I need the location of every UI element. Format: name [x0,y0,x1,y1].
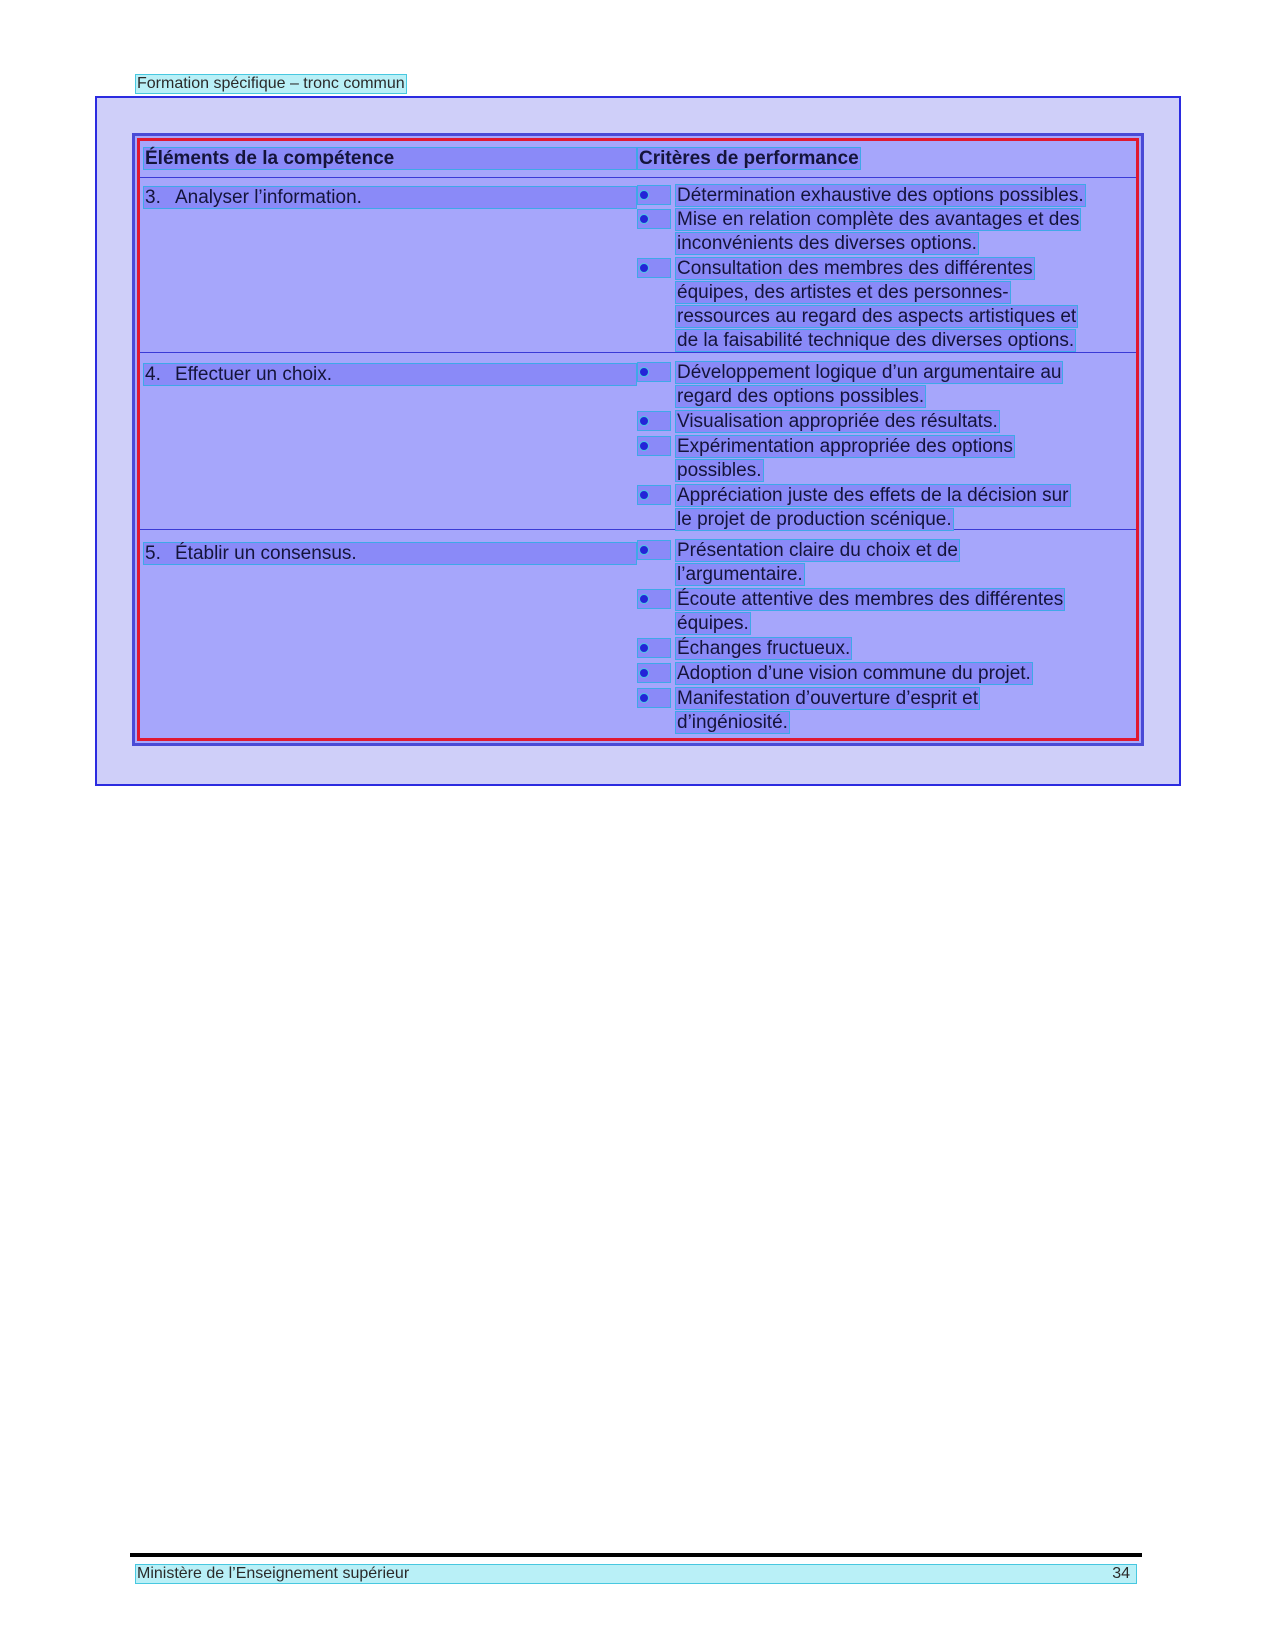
element-item [143,186,637,209]
element-text: Effectuer un choix. [175,364,333,385]
page-footer [135,1564,1137,1584]
criterion-line: Visualisation appropriée des résultats. [677,411,998,432]
criterion-line: inconvénients des diverses options. [677,233,977,254]
bullet-icon [639,594,649,604]
footer-ministry: Ministère de l’Enseignement supérieur [137,1565,410,1582]
criterion-line: équipes. [677,613,749,634]
element-item [143,542,637,565]
row-separator [140,352,1136,353]
bullet-icon [639,214,649,224]
criterion-line: Manifestation d’ouverture d’esprit et [677,688,978,709]
element-text: Établir un consensus. [175,543,357,564]
bullet-icon [639,263,649,273]
element-number: 5. [145,543,161,564]
criterion-line: Présentation claire du choix et de [677,540,958,561]
criterion-line: Mise en relation complète des avantages et des [677,209,1080,230]
criterion-line: Appréciation juste des effets de la décision sur [677,485,1069,506]
bullet-icon [639,643,649,653]
criterion-line: possibles. [677,460,762,481]
page-number: 34 [1112,1565,1130,1582]
criterion-line: équipes, des artistes et des personnes- [677,282,1009,303]
bullet-icon [639,693,649,703]
criterion-line: Développement logique d’un argumentaire au [677,362,1062,383]
bullet-icon [639,668,649,678]
criterion-line: de la faisabilité technique des diverses options. [677,330,1075,351]
column-header-criteria: Critères de performance [639,148,859,169]
element-number: 4. [145,364,161,385]
criterion-line: Détermination exhaustive des options possibles. [677,185,1084,206]
bullet-icon [639,190,649,200]
criterion-line: regard des options possibles. [677,386,925,407]
element-item [143,363,637,386]
criterion-line: le projet de production scénique. [677,509,952,530]
criterion-line: d’ingéniosité. [677,712,788,733]
criterion-line: Adoption d’une vision commune du projet. [677,663,1031,684]
header-separator [140,177,1136,178]
bullet-icon [639,367,649,377]
bullet-icon [639,490,649,500]
bullet-icon [639,545,649,555]
criterion-line: Échanges fructueux. [677,638,851,659]
criterion-line: Expérimentation appropriée des options [677,436,1013,457]
criterion-line: Écoute attentive des membres des différentes [677,589,1064,610]
column-header-elements: Éléments de la compétence [143,147,637,170]
criterion-line: ressources au regard des aspects artistiques et [677,306,1077,327]
row-separator [140,529,1136,530]
criterion-line: l’argumentaire. [677,564,803,585]
footer-rule [130,1553,1142,1557]
running-header: Formation spécifique – tronc commun [137,75,405,92]
criterion-line: Consultation des membres des différentes [677,258,1033,279]
bullet-icon [639,416,649,426]
bullet-icon [639,441,649,451]
element-number: 3. [145,187,161,208]
element-text: Analyser l’information. [175,187,362,208]
